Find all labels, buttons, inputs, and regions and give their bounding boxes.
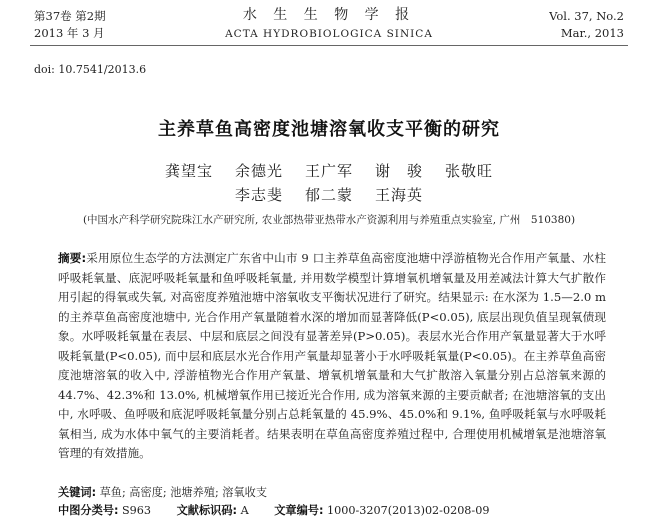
author: 王广军: [304, 162, 353, 180]
header-left: [34, 8, 106, 42]
classification-line: [58, 502, 489, 518]
keywords-text: 草鱼; 高密度; 池塘养殖; 溶氧收支: [99, 486, 268, 499]
journal-name-cn: 水 生 生 物 学 报: [242, 7, 416, 23]
doc-code-value: A: [240, 504, 249, 517]
keywords-label: 关键词:: [58, 486, 97, 499]
author: 郁二蒙: [304, 186, 353, 204]
author: 王海英: [375, 186, 424, 204]
abstract: [58, 249, 606, 464]
journal-header: [0, 0, 658, 46]
author: 李志斐: [234, 186, 283, 204]
article-no-value: 1000-3207(2013)02-0208-09: [327, 504, 490, 517]
authors-line-1: [0, 160, 658, 181]
header-rule: [30, 45, 628, 46]
abstract-label: 摘要:: [58, 251, 87, 265]
clc-value: S963: [121, 504, 152, 517]
journal-name-en: ACTA HYDROBIOLOGICA SINICA: [225, 28, 433, 40]
article-no-label: 文章编号:: [274, 504, 324, 517]
volume-issue-cn: 第37卷 第2期: [34, 9, 106, 23]
abstract-text: 采用原位生态学的方法测定广东省中山市 9 口主养草鱼高密度池塘中浮游植物光合作用产氧量、水柱呼吸耗氧量、底泥呼吸耗氧量和鱼呼吸耗氧量, 并用数学模型计算增氧机增氧量及用差减法计算大气扩散作用引起的得氧或失氧, 对高密度养殖池塘中溶氧收支平衡状况进行了研究。结果显示: 在水深为 1.5—2.0 m 的主养草鱼高密度池塘中, 光合作用产氧量随着水深的增加而显著降低(P<0.05), 底层出现负值呈现氧债现象。水呼吸耗氧量在表层、中层和底层之间没有显著差异(P>0.05)。表层水光合作用产氧量显著大于水呼吸耗氧量(P<0.05), 而中层和底层水光合作用产氧量却显著小于水呼吸耗氧量(P<0.05)。在主养草鱼高密度池塘溶氧的收入中, 浮游植物光合作用产氧量、增氧机增氧量和大气扩散溶入氧量分别占总溶氧来源的 44.7%、42.3%和 13.0%, 机械增氧作用已接近光合作用, 成为溶氧来源的主要贡献者; 在池塘溶氧的支出中, 水呼吸、鱼呼吸和底泥呼吸耗氧量分别占总耗氧量的 45.9%、45.0%和 9.1%, 鱼呼吸耗氧与水呼吸耗氧相当, 成为水体中氧气的主要消耗者。结果表明在草鱼高密度养殖过程中, 合理使用机械增氧是池塘溶氧管理的有效措施。: [58, 251, 606, 460]
doi[interactable]: doi: 10.7541/2013.6: [34, 63, 147, 76]
header-right: [549, 8, 624, 42]
volume-issue-en: Vol. 37, No.2: [549, 9, 624, 23]
affiliation: (中国水产科学研究院珠江水产研究所, 农业部热带亚热带水产资源利用与养殖重点实验室, 广州 510380): [82, 214, 576, 226]
paper-title: 主养草鱼高密度池塘溶氧收支平衡的研究: [158, 119, 500, 140]
author: 谢 骏: [375, 162, 424, 180]
doc-code-label: 文献标识码:: [176, 504, 237, 517]
date-en: Mar., 2013: [560, 26, 624, 40]
date-cn: 2013 年 3 月: [34, 26, 105, 40]
author: 余德光: [234, 162, 283, 180]
header-center: [180, 6, 478, 42]
authors-line-2: [0, 184, 658, 205]
author: 张敬旺: [445, 162, 494, 180]
clc-label: 中图分类号:: [58, 504, 119, 517]
keywords: [58, 484, 267, 500]
author: 龚望宝: [164, 162, 213, 180]
